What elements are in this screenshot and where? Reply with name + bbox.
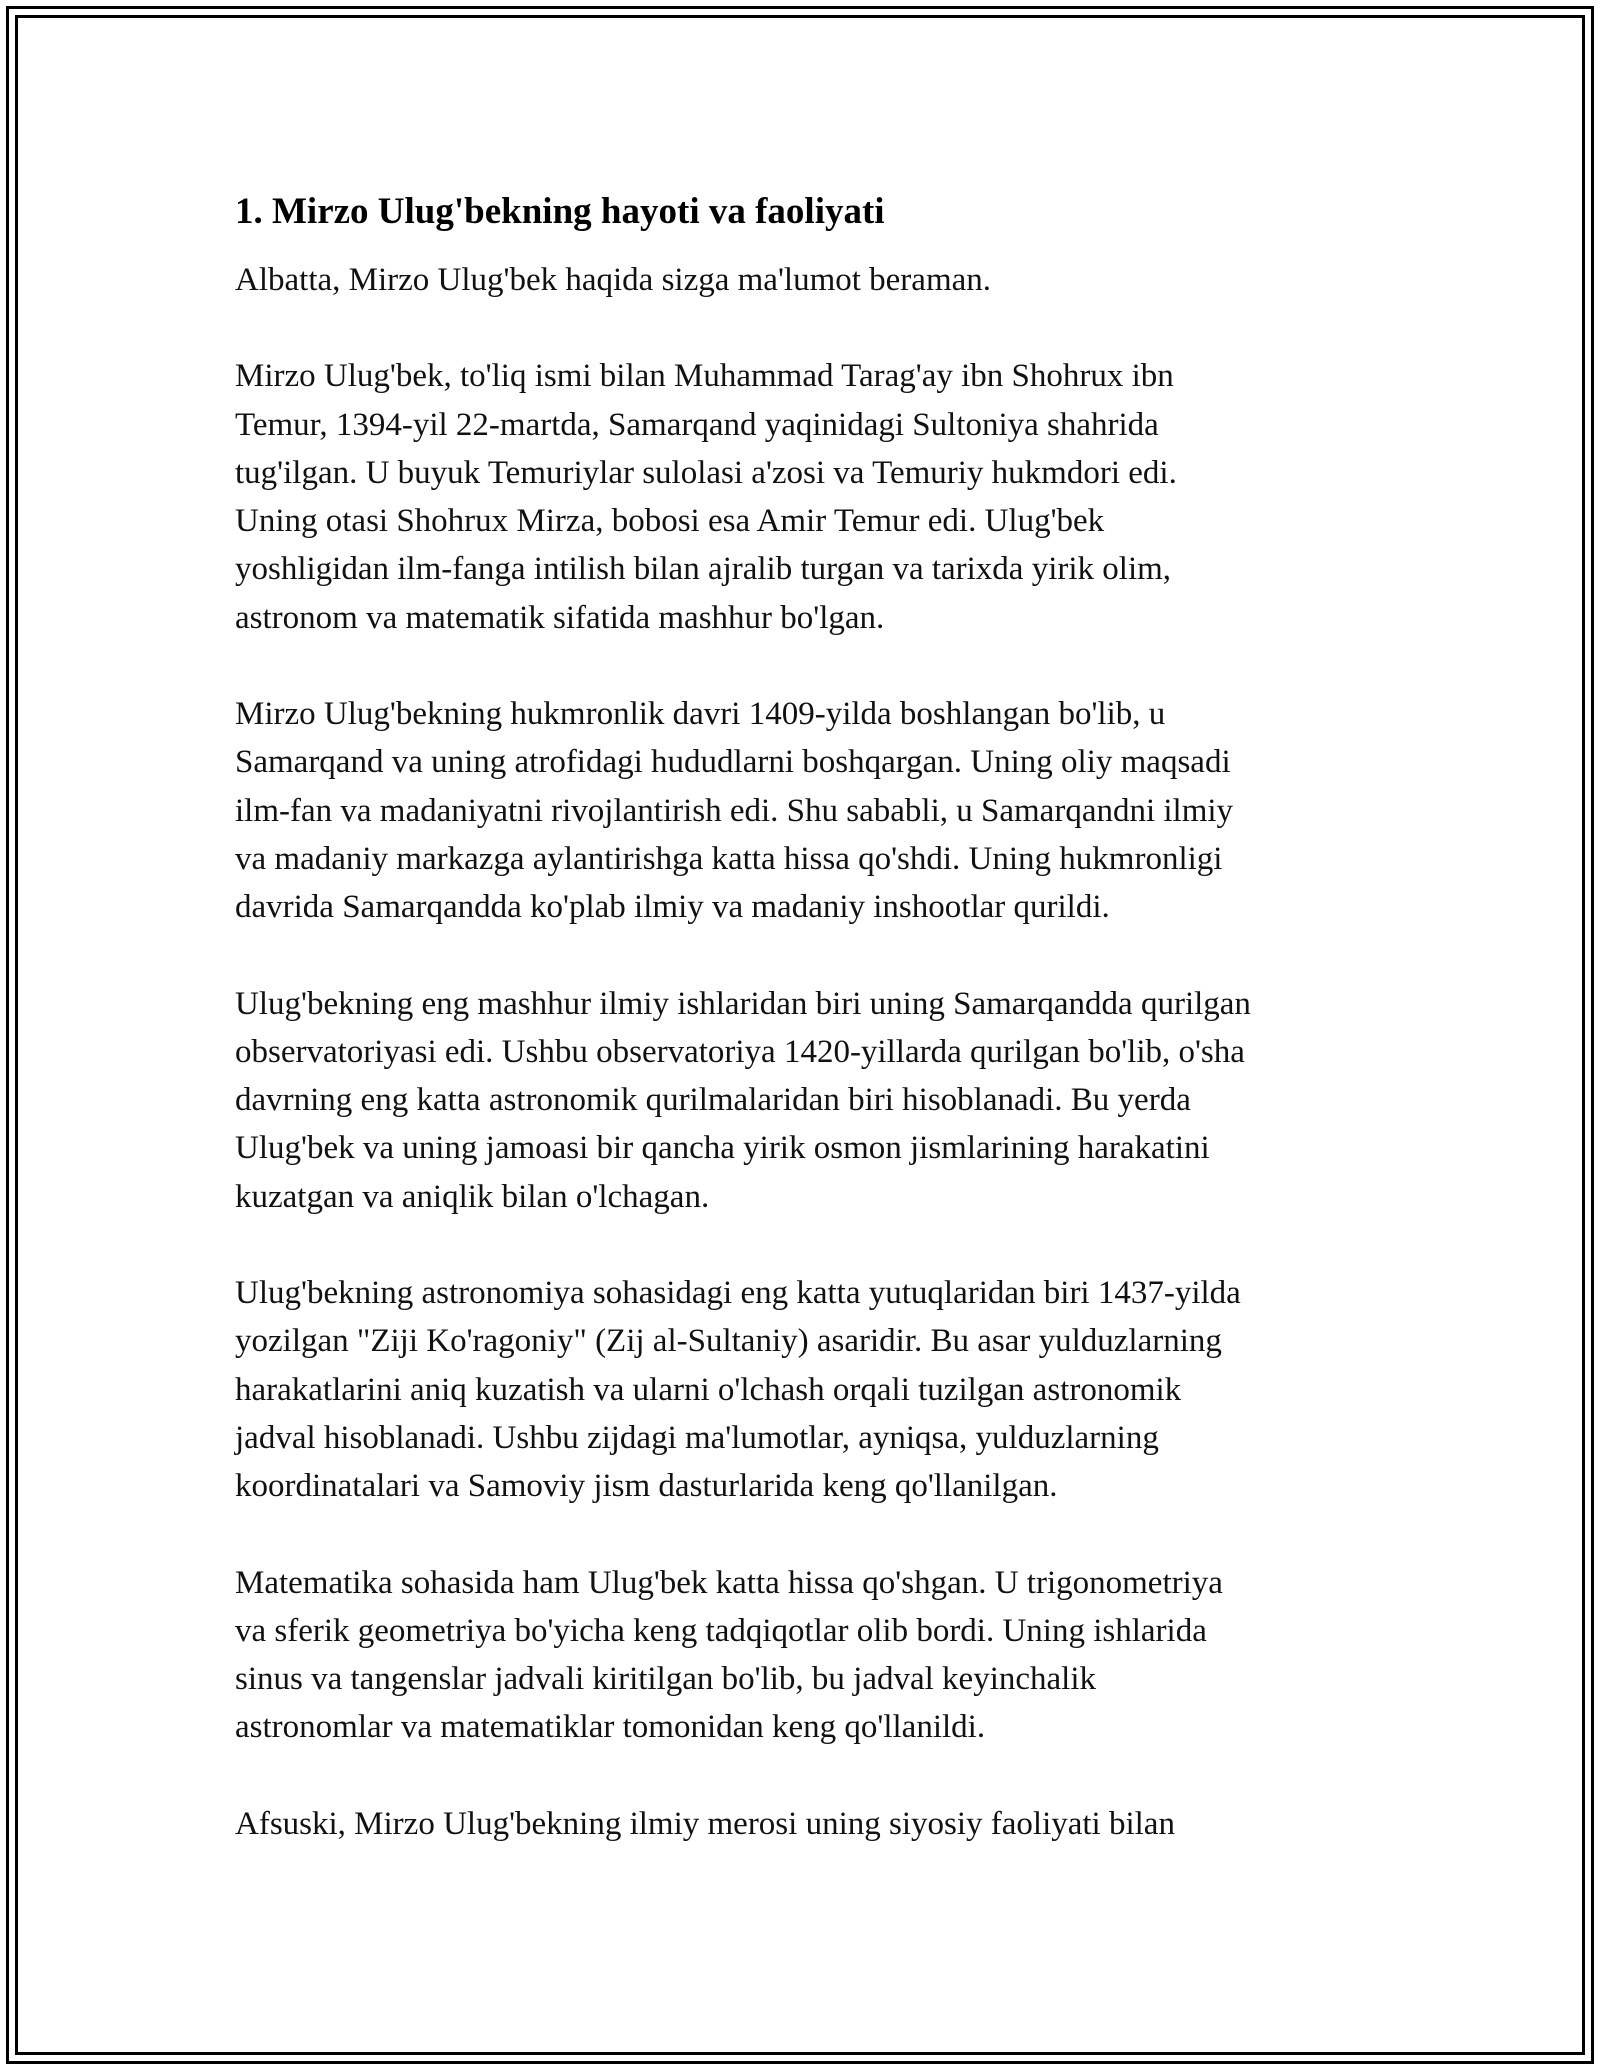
text-line: jadval hisoblanadi. Ushbu zijdagi ma'lumotlar, ayniqsa, yulduzlarning — [235, 1419, 1159, 1456]
text-line: sinus va tangenslar jadvali kiritilgan bo'lib, bu jadval keyinchalik — [235, 1661, 1096, 1698]
text-line: Matematika sohasida ham Ulug'bek katta hissa qo'shgan. U trigonometriya — [235, 1564, 1223, 1601]
text-line: ilm-fan va madaniyatni rivojlantirish edi. Shu sababli, u Samarqandni ilmiy — [235, 792, 1234, 829]
text-line: Ulug'bekning eng mashhur ilmiy ishlaridan biri uning Samarqandda qurilgan — [235, 985, 1251, 1022]
text-line: Uning otasi Shohrux Mirza, bobosi esa Amir Temur edi. Ulug'bek — [235, 503, 1105, 540]
paragraph-astronomy — [235, 1269, 1385, 1510]
paragraph-observatory — [235, 980, 1385, 1221]
text-line: koordinatalari va Samoviy jism dasturlarida keng qo'llanilgan. — [235, 1468, 1058, 1505]
text-line: Mirzo Ulug'bek, to'liq ismi bilan Muhammad Tarag'ay ibn Shohrux ibn — [235, 358, 1174, 395]
section-heading: 1. Mirzo Ulug'bekning hayoti va faoliyati — [235, 191, 885, 232]
text-line: va sferik geometriya bo'yicha keng tadqiqotlar olib bordi. Uning ishlarida — [235, 1612, 1207, 1649]
document-body — [235, 188, 1385, 1896]
text-line: Albatta, Mirzo Ulug'bek haqida sizga ma'lumot beraman. — [235, 262, 992, 298]
paragraph-reign — [235, 690, 1385, 931]
text-line: davrning eng katta astronomik qurilmalaridan biri hisoblanadi. Bu yerda — [235, 1082, 1191, 1119]
text-line: observatoriyasi edi. Ushbu observatoriya 1420-yillarda qurilgan bo'lib, o'sha — [235, 1033, 1245, 1070]
text-line: astronomlar va matematiklar tomonidan keng qo'llanildi. — [235, 1709, 986, 1746]
text-line: harakatlarini aniq kuzatish va ularni o'lchash orqali tuzilgan astronomik — [235, 1371, 1182, 1408]
paragraph-legacy — [235, 1800, 1385, 1848]
text-line: yozilgan "Ziji Ko'ragoniy" (Zij al-Sultaniy) asaridir. Bu asar yulduzlarning — [235, 1323, 1222, 1360]
text-line: Afsuski, Mirzo Ulug'bekning ilmiy merosi uning siyosiy faoliyati bilan — [235, 1805, 1175, 1842]
paragraph-intro — [235, 256, 1385, 304]
text-line: va madaniy markazga aylantirishga katta hissa qo'shdi. Uning hukmronligi — [235, 840, 1223, 877]
text-line: Ulug'bek va uning jamoasi bir qancha yirik osmon jismlarining harakatini — [235, 1130, 1210, 1167]
text-line: Ulug'bekning astronomiya sohasidagi eng katta yutuqlaridan biri 1437-yilda — [235, 1275, 1241, 1312]
text-line: Samarqand va uning atrofidagi hududlarni boshqargan. Uning oliy maqsadi — [235, 744, 1231, 781]
text-line: davrida Samarqandda ko'plab ilmiy va madaniy inshootlar qurildi. — [235, 889, 1110, 926]
text-line: kuzatgan va aniqlik bilan o'lchagan. — [235, 1178, 710, 1215]
text-line: Temur, 1394-yil 22-martda, Samarqand yaqinidagi Sultoniya shahrida — [235, 406, 1159, 443]
paragraph-biography — [235, 352, 1385, 642]
text-line: tug'ilgan. U buyuk Temuriylar sulolasi a'zosi va Temuriy hukmdori edi. — [235, 454, 1177, 491]
text-line: yoshligidan ilm-fanga intilish bilan ajralib turgan va tarixda yirik olim, — [235, 551, 1172, 588]
paragraph-mathematics — [235, 1559, 1385, 1752]
text-line: Mirzo Ulug'bekning hukmronlik davri 1409-yilda boshlangan bo'lib, u — [235, 696, 1166, 733]
text-line: astronom va matematik sifatida mashhur bo'lgan. — [235, 599, 885, 636]
